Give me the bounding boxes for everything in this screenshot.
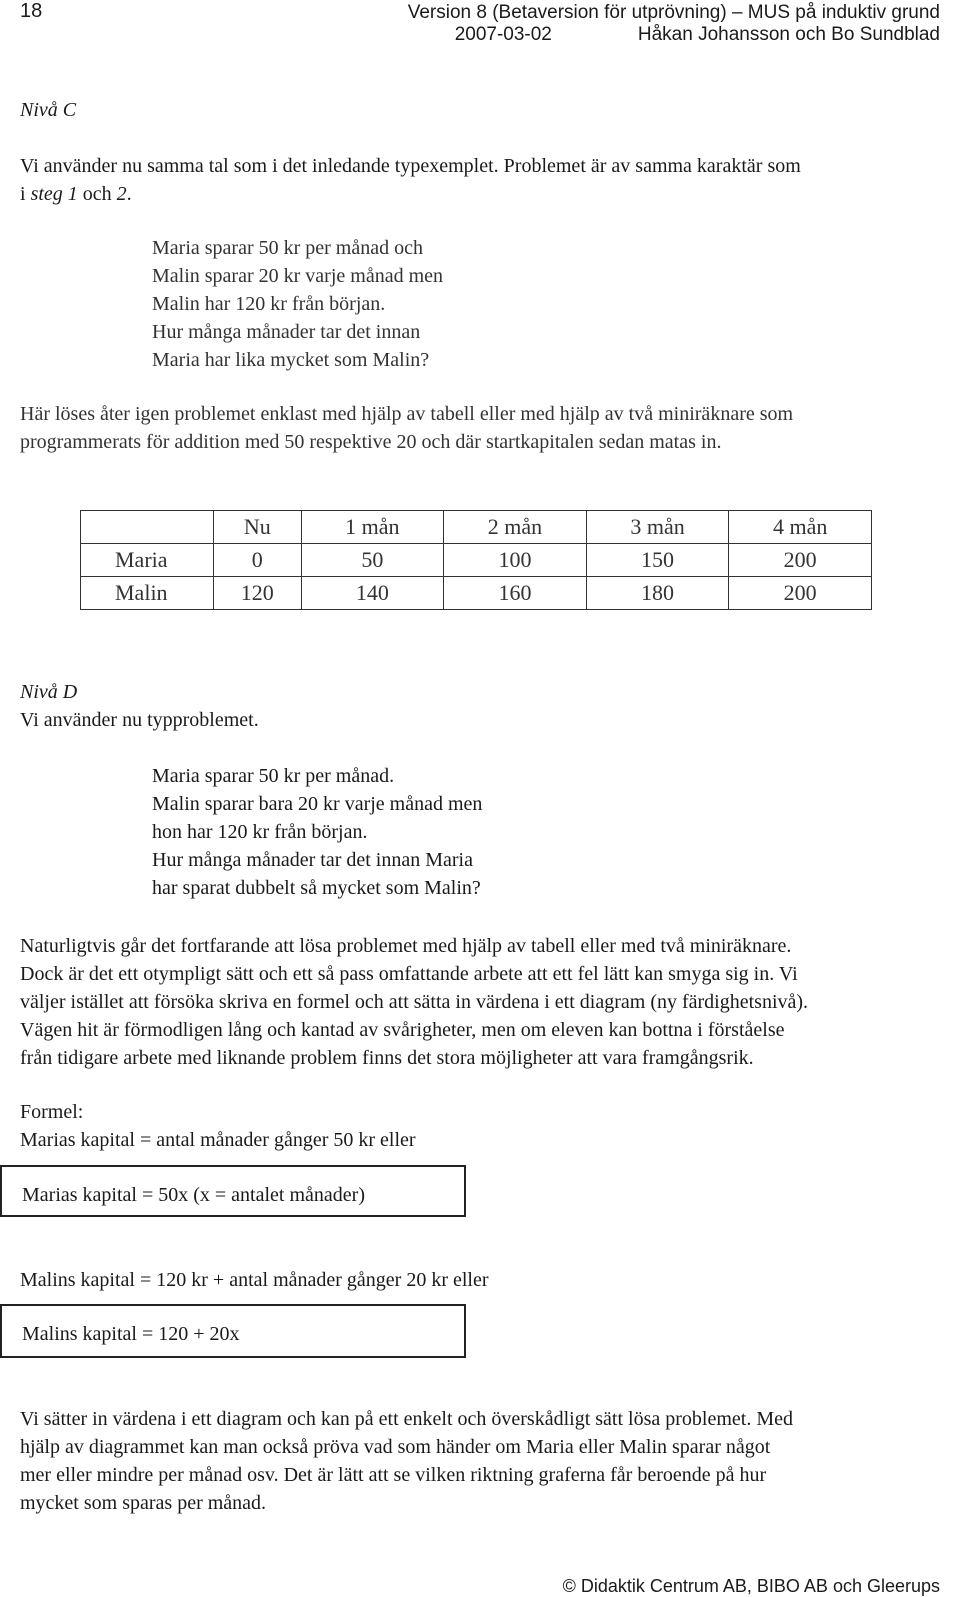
niva-d-heading: Nivå D (20, 681, 78, 703)
paragraph-line: Naturligtvis går det fortfarande att lösa problemet med hjälp av tabell eller med två miniräknare. (20, 935, 792, 957)
table-header-row (81, 511, 872, 544)
intro-steg: steg 1 (30, 183, 78, 205)
header-version-line: Version 8 (Betaversion för utprövning) – MUS på induktiv grund (407, 2, 940, 23)
table-row (81, 577, 872, 610)
niva-d-intro: Vi använder nu typproblemet. (20, 709, 259, 731)
niva-c-heading: Nivå C (20, 99, 77, 121)
niva-d-problem (152, 762, 482, 902)
niva-c-solution (20, 400, 793, 456)
niva-c-intro-line2 (20, 180, 132, 208)
problem-line: Hur många månader tar det innan (152, 321, 421, 343)
table-header-cell: 1 mån (301, 511, 444, 544)
page-number: 18 (20, 0, 43, 22)
table-header-cell (81, 511, 214, 544)
table-cell: 0 (214, 544, 302, 577)
solution-line: Här löses åter igen problemet enklast med hjälp av tabell eller med hjälp av två miniräknare som (20, 403, 794, 425)
niva-c-intro-line1: Vi använder nu samma tal som i det inledande typexemplet. Problemet är av samma karaktär som (20, 155, 801, 177)
paragraph-line: Vi sätter in värdena i ett diagram och kan på ett enkelt och överskådligt sätt lösa problemet. Med (20, 1408, 793, 1430)
niva-c-problem (152, 234, 443, 374)
intro-text-c: . (126, 183, 132, 205)
intro-step-num: 2 (116, 183, 127, 205)
malin-formula-box: Malins kapital = 120 + 20x (0, 1304, 466, 1358)
table-header-cell: Nu (214, 511, 302, 544)
table-row-label: Malin (81, 577, 214, 610)
header-authors: Håkan Johansson och Bo Sundblad (637, 24, 940, 45)
problem-line: Hur många månader tar det innan Maria (152, 849, 473, 871)
table-header-cell: 4 mån (729, 511, 872, 544)
maria-formula-text: Marias kapital = antal månader gånger 50 kr eller (20, 1129, 416, 1151)
table-cell: 150 (586, 544, 729, 577)
paragraph-line: hjälp av diagrammet kan man också pröva vad som händer om Maria eller Malin sparar något (20, 1436, 771, 1458)
table-cell: 100 (444, 544, 587, 577)
problem-line: Maria har lika mycket som Malin? (152, 349, 430, 371)
closing-paragraph (20, 1405, 793, 1517)
header-date-authors (455, 22, 940, 47)
paragraph-line: Vägen hit är förmodligen lång och kantad av svårigheter, men om eleven kan bottna i förståelse (20, 1019, 785, 1041)
table-cell: 200 (729, 544, 872, 577)
header-date: 2007-03-02 (454, 24, 552, 45)
table-cell: 180 (586, 577, 729, 610)
intro-text-a: i (20, 183, 31, 205)
table-cell: 50 (301, 544, 444, 577)
malin-formula-text: Malins kapital = 120 kr + antal månader gånger 20 kr eller (20, 1269, 489, 1291)
problem-line: Maria sparar 50 kr per månad. (152, 765, 395, 787)
niva-d-paragraph (20, 932, 808, 1072)
problem-line: Malin sparar bara 20 kr varje månad men (152, 793, 483, 815)
table-header-cell: 3 mån (586, 511, 729, 544)
intro-text-b: och (77, 183, 117, 205)
problem-line: Maria sparar 50 kr per månad och (152, 237, 423, 259)
solution-line: programmerats för addition med 50 respektive 20 och där startkapitalen sedan matas in. (20, 431, 722, 453)
paragraph-line: mycket som sparas per månad. (20, 1492, 267, 1514)
paragraph-line: väljer istället att försöka skriva en formel och att sätta in värdena i ett diagram (ny färdighetsnivå). (20, 991, 809, 1013)
problem-line: Malin har 120 kr från början. (152, 293, 386, 315)
table-row-label: Maria (81, 544, 214, 577)
table-cell: 140 (301, 577, 444, 610)
paragraph-line: från tidigare arbete med liknande problem finns det stora möjligheter att vara framgångsrik. (20, 1047, 754, 1069)
savings-table (80, 510, 872, 610)
table-cell: 160 (444, 577, 587, 610)
table-header-cell: 2 mån (444, 511, 587, 544)
footer-copyright: © Didaktik Centrum AB, BIBO AB och Gleerups (562, 1576, 940, 1596)
table-cell: 120 (214, 577, 302, 610)
table-cell: 200 (729, 577, 872, 610)
paragraph-line: mer eller mindre per månad osv. Det är lätt att se vilken riktning graferna får beroende på hur (20, 1464, 767, 1486)
problem-line: Malin sparar 20 kr varje månad men (152, 265, 444, 287)
table-row (81, 544, 872, 577)
problem-line: har sparat dubbelt så mycket som Malin? (152, 877, 481, 899)
maria-formula-box: Marias kapital = 50x (x = antalet månader) (0, 1165, 466, 1217)
problem-line: hon har 120 kr från början. (152, 821, 368, 843)
formel-label: Formel: (20, 1101, 84, 1123)
paragraph-line: Dock är det ett otympligt sätt och ett så pass omfattande arbete att ett fel lätt kan smyga sig in. Vi (20, 963, 798, 985)
